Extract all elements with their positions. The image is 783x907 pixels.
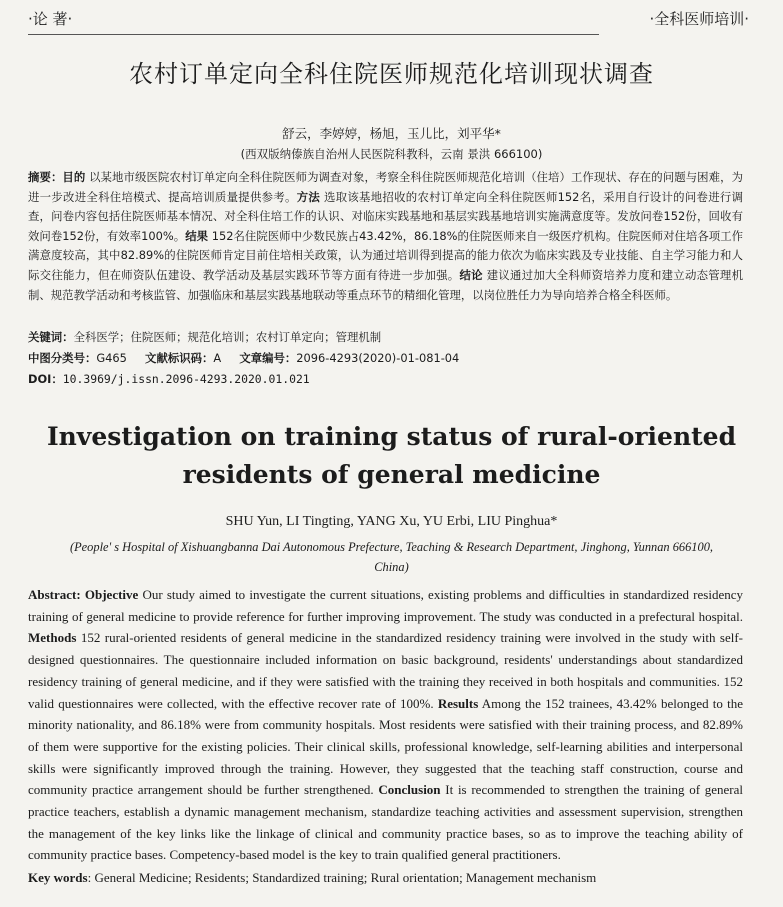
cn-results-text: 152名住院医师中少数民族占43.42%，86.18%的住院医师来自一级医疗机构。住院医师对住培各项工作满意度较高，其中82.89%的住院医师肯定目前住培相关政策，认为通过培训得到提高的能力依次为临床实践及专业技能、自主学习能力和人际交往能力，但在师资队伍建设、教学活动及基层实践环节等方面有待进一步加强。	[28, 228, 744, 282]
en-keywords	[28, 870, 743, 886]
cn-results-label: 结果	[185, 228, 209, 243]
cn-objective-text: 以某地市级医院农村订单定向全科住院医师为调查对象，考察全科住院医师规范化培训（住培）工作现状、存在的问题与困难，为进一步改进全科住培模式、提高培训质量提供参考。	[28, 170, 743, 204]
cn-keywords-text: 全科医学；住院医师；规范化培训；农村订单定向；管理机制	[73, 330, 382, 344]
doi-label: DOI：	[28, 372, 63, 386]
en-abstract	[28, 584, 743, 866]
cn-classification	[28, 349, 743, 368]
cn-conclusion-text: 建议通过加大全科师资培养力度和建立动态管理机制、规范教学活动和考核监管、加强临床和基层实践基地联动等重点环节的精细化管理，以岗位胜任力为导向培养合格全科医师。	[28, 267, 743, 302]
en-conclusion-label: Conclusion	[378, 782, 441, 798]
en-results-text: Among the 152 trainees, 43.42% belonged to the minority nationality, and 86.18% were from community hospitals. Most residents were satisfied with their training process, and 82.89% of them were supportive for the existing policies. Their clinical skills, professional knowledge, self-learning abilities and interpersonal skills were significantly improved through the training. However, they suggested that the teaching staff construction, course and community practice arrangement should be further strengthened.	[28, 695, 743, 798]
en-conclusion-text: It is recommended to strengthen the training of general practice teachers, establish a dynamic management mechanism, standardize teaching activities and assessment supervision, strengthen the management of the key links like the linkage of clinical and community practice bases, so as to improve the teaching ability of community practice bases. Competency-based model is the key to train qualified general practitioners.	[28, 782, 744, 863]
cn-authors: 舒云，李婷婷，杨旭，玉儿比，刘平华*	[282, 126, 501, 141]
cn-abstract	[28, 168, 743, 305]
header-rule	[28, 34, 599, 35]
cn-methods-text: 选取该基地招收的农村订单定向全科住院医师152名，采用自行设计的问卷进行调查，问卷内容包括住院医师基本情况、对全科住培工作的认识、对临床实践基地和基层实践基地培训实施满意度等。发放问卷152份，回收有效问卷152份，有效率100%。	[28, 189, 743, 243]
clc-label: 中图分类号：	[28, 351, 97, 365]
en-keywords-text: : General Medicine; Residents; Standardized training; Rural orientation; Management mechanism	[87, 870, 597, 885]
en-affiliation: (People' s Hospital of Xishuangbanna Dai Autonomous Prefecture, Teaching & Research Department, Jinghong, Yunnan 666100, China)	[69, 540, 713, 574]
cn-methods-label: 方法	[296, 189, 321, 204]
en-methods-label: Methods	[28, 630, 77, 646]
en-keywords-label: Key words	[28, 870, 88, 885]
en-results-label: Results	[437, 695, 479, 711]
article-no-value: 2096-4293(2020)-01-081-04	[296, 351, 460, 365]
cn-abstract-label: 摘要：	[28, 170, 63, 184]
running-head	[28, 8, 749, 29]
cn-conclusion-label: 结论	[459, 267, 483, 282]
en-title	[0, 418, 783, 494]
clc-value: G465	[96, 351, 127, 365]
column-label: ·全科医师培训·	[649, 10, 749, 28]
doc-code-value: A	[213, 351, 222, 365]
cn-keywords-label: 关键词：	[28, 330, 74, 344]
en-methods-text: 152 rural-oriented residents of general medicine in the standardized residency training were involved in the study with self-designed questionnaires. The questionnaire included information on basic background, residents' understandings about standardized residency training of general medicine, and if they were satisfied with the training they received in both hospitals and communities. 152 valid questionnaires were collected, with the effective recover rate of 100%.	[28, 630, 743, 711]
en-objective-label: Objective	[84, 587, 139, 602]
cn-keywords	[28, 328, 743, 347]
cn-affiliation: (西双版纳傣族自治州人民医院科教科，云南 景洪 666100)	[240, 147, 543, 161]
article-no-label: 文章编号：	[239, 351, 297, 365]
en-title-line2: residents of general medicine	[182, 460, 601, 489]
cn-title: 农村订单定向全科住院医师规范化培训现状调查	[129, 60, 654, 88]
cn-doi	[28, 370, 743, 389]
cn-objective-label: 目的	[62, 170, 86, 184]
doi-value: 10.3969/j.issn.2096-4293.2020.01.021	[62, 372, 310, 386]
en-abstract-label: Abstract:	[28, 587, 85, 602]
doc-code-label: 文献标识码：	[145, 351, 214, 365]
section-label: ·论 著·	[28, 10, 73, 28]
en-objective-text: Our study aimed to investigate the current situations, existing problems and difficulties in standardized residency training of general medicine to provide reference for further improving improvement. The study was conducted in a prefectural hospital.	[28, 587, 743, 624]
en-title-line1: Investigation on training status of rural-oriented	[46, 422, 737, 451]
en-authors: SHU Yun, LI Tingting, YANG Xu, YU Erbi, LIU Pinghua*	[225, 514, 558, 529]
